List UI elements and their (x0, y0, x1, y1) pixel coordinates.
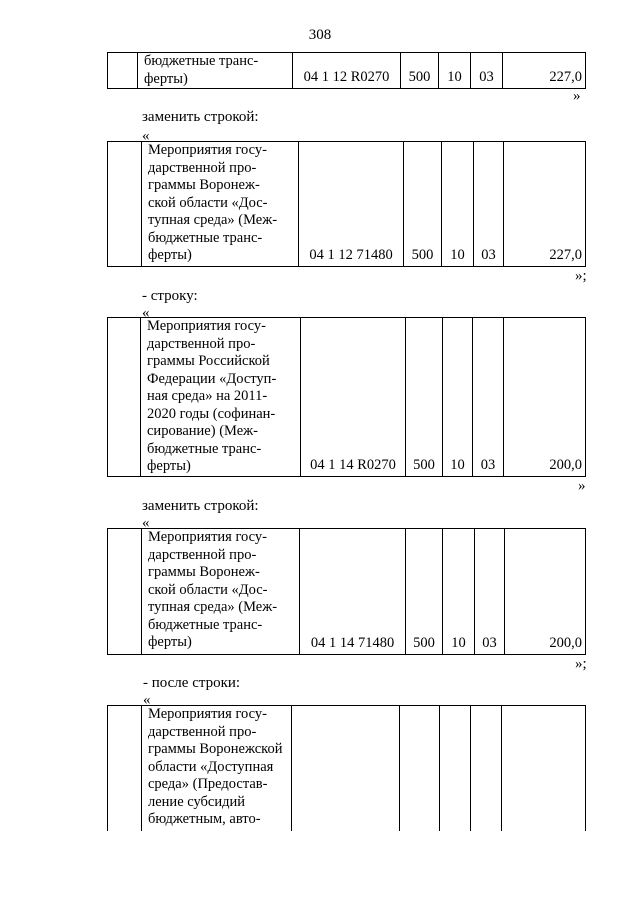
close-quote: »; (575, 268, 587, 284)
replace-instruction: заменить строкой: (142, 109, 259, 125)
open-quote: « (142, 515, 150, 531)
amount-cell: 227,0 (503, 53, 586, 89)
close-quote: » (573, 88, 581, 104)
description-cell: Мероприятия госу- дарственной про- граммы Воронеж- ской области «Дос- тупная среда» (Меж- бюджетные транс- ферты) (142, 142, 299, 267)
open-quote: « (143, 692, 151, 708)
target-code-cell: 04 1 12 R0270 (293, 53, 401, 89)
close-quote: » (578, 478, 586, 494)
description-cell: бюджетные транс- ферты) (138, 53, 293, 89)
subsection-cell (471, 706, 502, 832)
table-row (108, 142, 586, 267)
row-instruction: - строку: (142, 288, 198, 304)
description-cell: Мероприятия госу- дарственной про- граммы Воронеж- ской области «Дос- тупная среда» (Меж- бюджетные транс- ферты) (142, 529, 300, 655)
budget-table-2 (107, 141, 586, 267)
blank-cell (108, 318, 141, 477)
subsection-cell: 03 (475, 529, 505, 655)
expense-type-cell: 500 (406, 529, 443, 655)
amount-cell: 200,0 (505, 529, 586, 655)
subsection-cell: 03 (474, 142, 504, 267)
section-cell: 10 (439, 53, 471, 89)
close-quote: »; (575, 656, 587, 672)
target-code-cell: 04 1 12 71480 (299, 142, 404, 267)
expense-type-cell: 500 (406, 318, 443, 477)
expense-type-cell: 500 (401, 53, 439, 89)
subsection-cell: 03 (473, 318, 504, 477)
after-row-instruction: - после строки: (143, 675, 241, 691)
blank-cell (108, 706, 142, 832)
budget-table-5 (107, 705, 586, 831)
page-number: 308 (308, 27, 332, 43)
description-cell: Мероприятия госу- дарственной про- граммы Воронежской области «Доступная среда» (Предостав- ление субсидий бюджетным, авто- (142, 706, 292, 832)
budget-table-3 (107, 317, 586, 477)
blank-cell (108, 529, 142, 655)
table-row (108, 53, 586, 89)
target-code-cell: 04 1 14 71480 (300, 529, 406, 655)
amount-cell (502, 706, 586, 832)
budget-table-1 (107, 52, 586, 89)
target-code-cell (292, 706, 400, 832)
open-quote: « (142, 128, 150, 144)
description-cell: Мероприятия госу- дарственной про- граммы Российской Федерации «Доступ- ная среда» на 2011- 2020 годы (софинан- сирование) (Меж- бюджетные транс- ферты) (141, 318, 301, 477)
expense-type-cell: 500 (404, 142, 442, 267)
budget-table-4 (107, 528, 586, 655)
table-row (108, 706, 586, 832)
section-cell: 10 (442, 142, 474, 267)
section-cell: 10 (443, 318, 473, 477)
blank-cell (108, 53, 138, 89)
target-code-cell: 04 1 14 R0270 (301, 318, 406, 477)
table-row (108, 318, 586, 477)
replace-instruction: заменить строкой: (142, 498, 259, 514)
table-row (108, 529, 586, 655)
open-quote: « (142, 305, 150, 321)
blank-cell (108, 142, 142, 267)
section-cell (440, 706, 471, 832)
subsection-cell: 03 (471, 53, 503, 89)
amount-cell: 227,0 (504, 142, 586, 267)
section-cell: 10 (443, 529, 475, 655)
amount-cell: 200,0 (504, 318, 586, 477)
expense-type-cell (400, 706, 440, 832)
